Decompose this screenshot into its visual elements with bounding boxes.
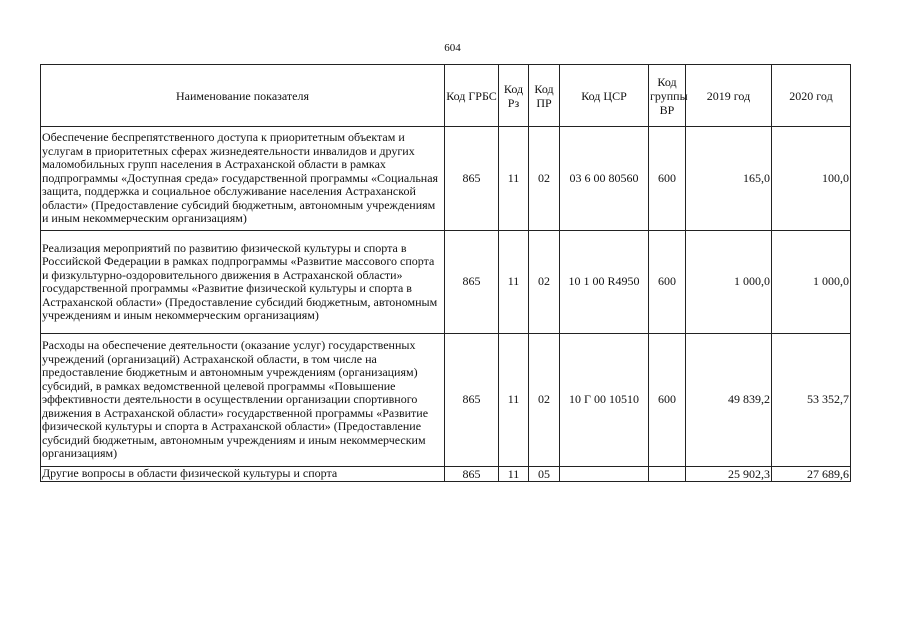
table-row [41, 231, 851, 334]
cell-csr: 10 1 00 R4950 [560, 231, 649, 334]
cell-pr: 02 [529, 231, 560, 334]
cell-vr [649, 467, 686, 482]
table-row [41, 334, 851, 467]
page-number: 604 [444, 42, 461, 54]
cell-name: Расходы на обеспечение деятельности (оказание услуг) государственных учреждений (организаций) Астраханской области, в том числе на предоставление бюджетным и автономным учреждениям (организациям) субсидий, в рамках ведомственной целевой программы «Повышение эффективности деятельности в осуществлении организации спортивного движения в Астраханской области» государственной программы «Развитие физической культуры и спорта в Астраханской области» (Предоставление субсидий бюджетным, автономным учреждениям и иным некоммерческим организациям) [41, 334, 445, 467]
cell-rz: 11 [499, 127, 529, 231]
cell-grbs: 865 [445, 231, 499, 334]
cell-csr: 10 Г 00 10510 [560, 334, 649, 467]
cell-2019: 49 839,2 [686, 334, 772, 467]
cell-grbs: 865 [445, 334, 499, 467]
cell-2020: 100,0 [772, 127, 851, 231]
cell-vr: 600 [649, 127, 686, 231]
cell-2020: 27 689,6 [772, 467, 851, 482]
cell-csr: 03 6 00 80560 [560, 127, 649, 231]
header-2019: 2019 год [686, 65, 772, 127]
cell-name: Обеспечение беспрепятственного доступа к приоритетным объектам и услугам в приоритетных сферах жизнедеятельности инвалидов и других маломобильных групп населения в Астраханской области в рамках подпрограммы «Доступная среда» государственной программы «Социальная защита, поддержка и социальное обслуживание населения Астраханской области» (Предоставление субсидий бюджетным, автономным учреждениям и иным некоммерческим организациям) [41, 127, 445, 231]
budget-table [40, 64, 851, 482]
cell-2019: 165,0 [686, 127, 772, 231]
header-rz: Код Рз [499, 65, 529, 127]
cell-name: Реализация мероприятий по развитию физической культуры и спорта в Российской Федерации в рамках подпрограммы «Развитие массового спорта и физкультурно-оздоровительного движения в Астраханской области» государственной программы «Развитие физической культуры и спорта в Астраханской области» (Предоставление субсидий бюджетным, автономным учреждениям и иным некоммерческим организациям) [41, 231, 445, 334]
cell-rz: 11 [499, 467, 529, 482]
cell-vr: 600 [649, 334, 686, 467]
cell-vr: 600 [649, 231, 686, 334]
cell-name: Другие вопросы в области физической культуры и спорта [41, 467, 445, 482]
table-header-row [41, 65, 851, 127]
header-pr: Код ПР [529, 65, 560, 127]
cell-grbs: 865 [445, 467, 499, 482]
header-csr: Код ЦСР [560, 65, 649, 127]
cell-2019: 1 000,0 [686, 231, 772, 334]
cell-2020: 1 000,0 [772, 231, 851, 334]
header-name: Наименование показателя [41, 65, 445, 127]
header-vr: Код группы ВР [649, 65, 686, 127]
cell-2020: 53 352,7 [772, 334, 851, 467]
cell-csr [560, 467, 649, 482]
table-row [41, 127, 851, 231]
cell-pr: 02 [529, 334, 560, 467]
cell-pr: 02 [529, 127, 560, 231]
header-grbs: Код ГРБС [445, 65, 499, 127]
table-row [41, 467, 851, 482]
cell-2019: 25 902,3 [686, 467, 772, 482]
cell-rz: 11 [499, 231, 529, 334]
cell-pr: 05 [529, 467, 560, 482]
cell-grbs: 865 [445, 127, 499, 231]
cell-rz: 11 [499, 334, 529, 467]
header-2020: 2020 год [772, 65, 851, 127]
